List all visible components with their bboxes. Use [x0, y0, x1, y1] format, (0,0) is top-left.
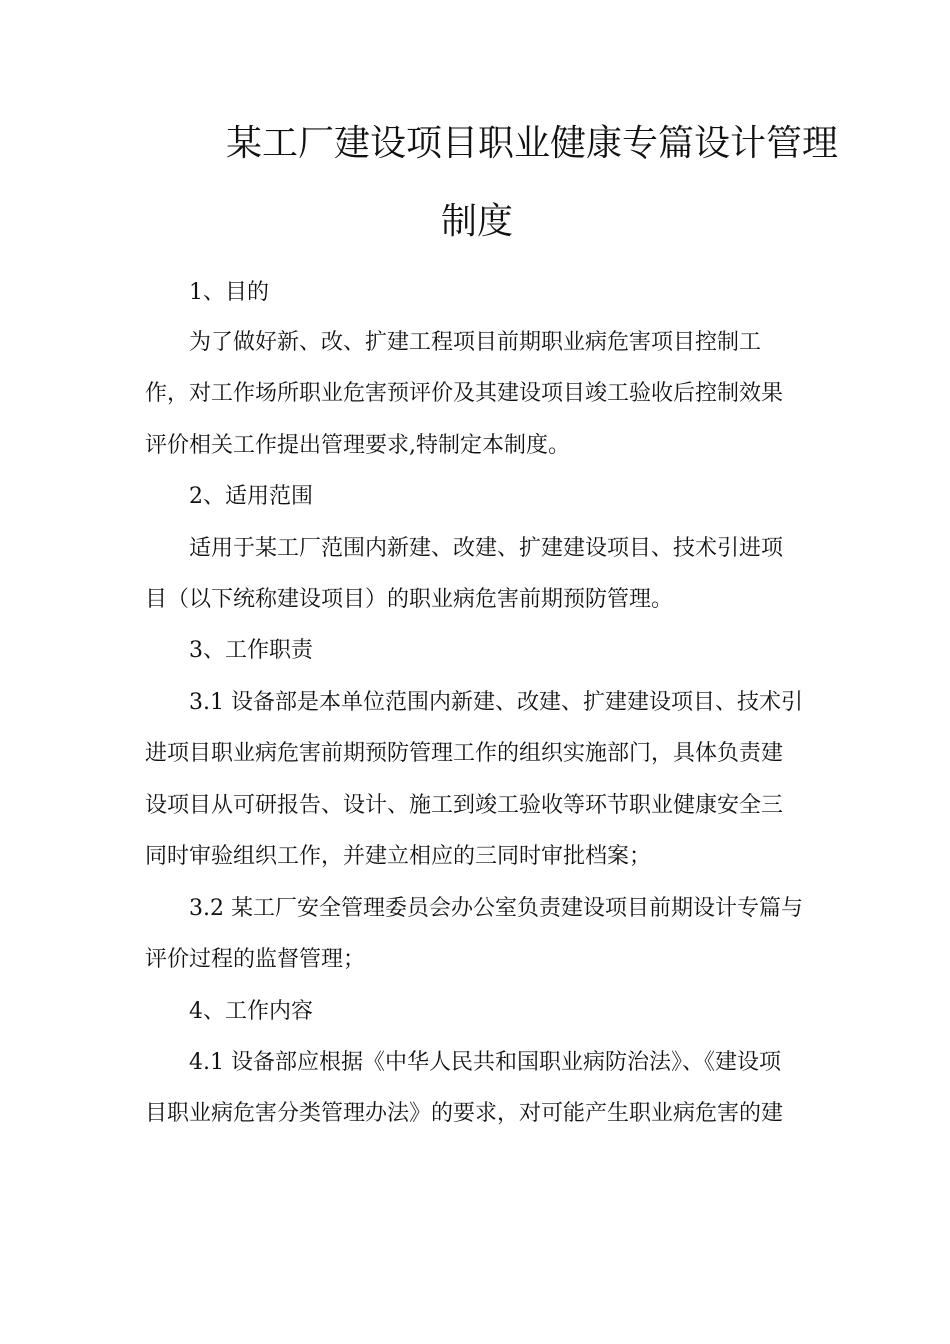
- paragraph-line: 评价相关工作提出管理要求,特制定本制度。: [145, 433, 570, 458]
- paragraph-line: 目职业病危害分类管理办法》的要求，对可能产生职业病危害的建: [145, 1101, 784, 1126]
- paragraph-line: 同时审验组织工作，并建立相应的三同时审批档案；: [145, 844, 652, 869]
- section-heading-scope: 2、适用范围: [189, 484, 313, 509]
- paragraph-line: 4.1 设备部应根据《中华人民共和国职业病防治法》、《建设项: [189, 1050, 781, 1075]
- section-heading-duties: 3、工作职责: [189, 638, 313, 663]
- section-heading-content: 4、工作内容: [189, 999, 313, 1024]
- paragraph-line: 进项目职业病危害前期预防管理工作的组织实施部门，具体负责建: [145, 741, 784, 766]
- paragraph-line: 适用于某工厂范围内新建、改建、扩建建设项目、技术引进项: [189, 536, 784, 561]
- paragraph-line: 3.2 某工厂安全管理委员会办公室负责建设项目前期设计专篇与: [189, 896, 803, 921]
- paragraph-line: 3.1 设备部是本单位范围内新建、改建、扩建建设项目、技术引: [189, 690, 803, 715]
- section-heading-purpose: 1、目的: [189, 280, 269, 305]
- paragraph-line: 评价过程的监督管理；: [145, 947, 366, 972]
- paragraph-line: 为了做好新、改、扩建工程项目前期职业病危害项目控制工: [189, 330, 762, 355]
- document-title-line-1: 某工厂建设项目职业健康专篇设计管理: [226, 123, 839, 164]
- paragraph-line: 作，对工作场所职业危害预评价及其建设项目竣工验收后控制效果: [145, 381, 784, 406]
- paragraph-line: 设项目从可研报告、设计、施工到竣工验收等环节职业健康安全三: [145, 793, 784, 818]
- document-title-line-2: 制度: [441, 201, 514, 242]
- paragraph-line: 目（以下统称建设项目）的职业病危害前期预防管理。: [145, 587, 674, 612]
